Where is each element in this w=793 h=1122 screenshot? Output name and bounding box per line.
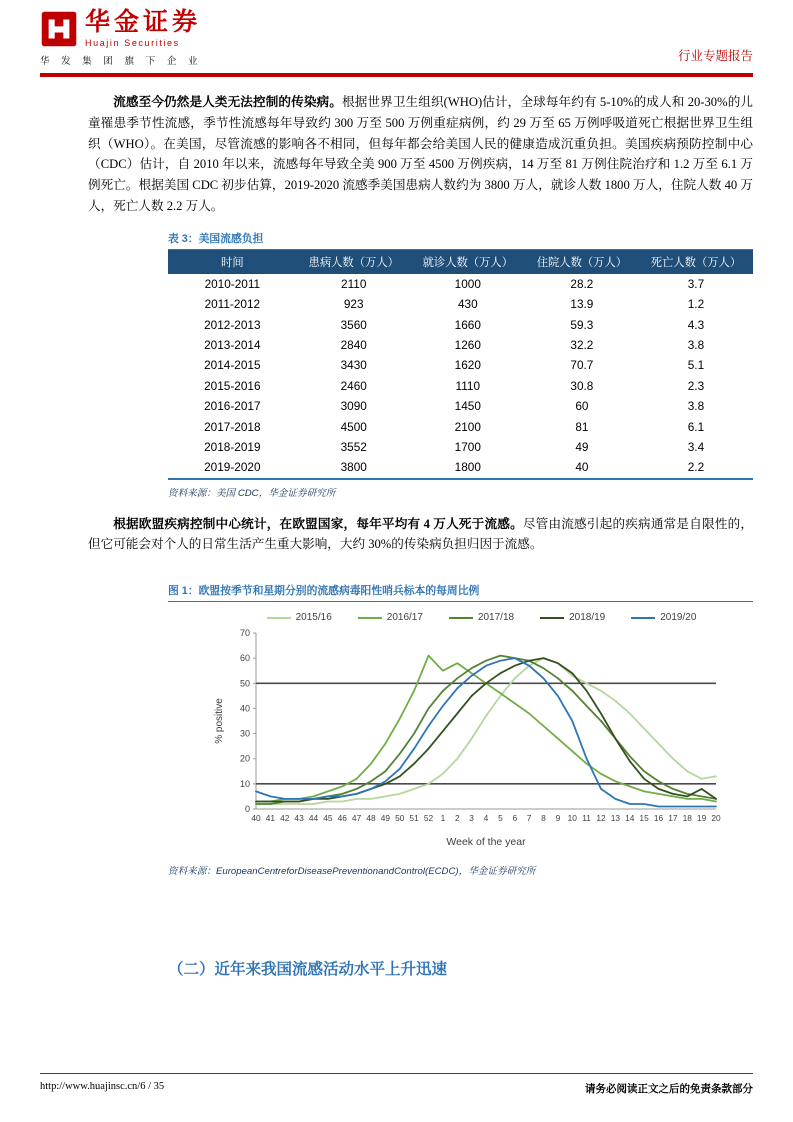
footer-url-link[interactable]: http://www.huajinsc.cn/	[40, 1081, 141, 1092]
table-cell: 1800	[454, 460, 481, 475]
table-cell: 923	[343, 297, 364, 312]
table-header-cell: 患病人数（万人）	[297, 250, 411, 274]
table-cell: 2019-2020	[204, 460, 261, 475]
table-row	[168, 376, 753, 396]
legend-label: 2016/17	[386, 612, 423, 624]
table-cell: 2.3	[687, 378, 705, 393]
svg-text:20: 20	[711, 813, 721, 824]
table-cell: 1.2	[687, 297, 705, 312]
legend-label: 2019/20	[660, 612, 697, 624]
table-cell: 430	[457, 297, 478, 312]
legend-line-swatch	[631, 617, 655, 619]
paragraph-us-flu	[88, 92, 753, 217]
brand-name: 华金证券	[85, 8, 202, 36]
table-cell: 1110	[455, 378, 481, 393]
svg-text:40: 40	[239, 703, 250, 714]
table-row	[168, 416, 753, 436]
svg-text:7: 7	[526, 813, 532, 824]
table-header-cell: 时间	[168, 250, 297, 274]
legend-label: 2018/19	[569, 612, 606, 624]
svg-text:4: 4	[483, 813, 489, 824]
table-cell: 1260	[454, 338, 481, 353]
table-cell: 59.3	[570, 317, 594, 332]
svg-text:0: 0	[244, 804, 250, 815]
x-axis-label: Week of the year	[446, 836, 526, 849]
svg-text:41: 41	[265, 813, 276, 824]
legend-item	[631, 612, 696, 623]
svg-text:19: 19	[696, 813, 707, 824]
table-row	[168, 355, 753, 375]
table-header-cell: 住院人数（万人）	[525, 250, 639, 274]
us-flu-table-block	[168, 231, 753, 499]
table-caption: 表 3：美国流感负担	[168, 231, 753, 250]
us-flu-burden-table	[168, 250, 753, 480]
table-cell: 3430	[340, 358, 367, 373]
figure-source: 资料来源：EuropeanCentreforDiseasePreventionandControl(ECDC)，华金证券研究所	[168, 866, 536, 878]
svg-text:47: 47	[351, 813, 362, 824]
svg-text:48: 48	[366, 813, 376, 824]
report-type-label: 行业专题报告	[677, 49, 753, 63]
footer-disclaimer: 请务必阅读正文之后的免责条款部分	[585, 1084, 753, 1095]
table-header-cell: 就诊人数（万人）	[411, 250, 525, 274]
paragraph-lead-bold: 流感至今仍然是人类无法控制的传染病。	[113, 95, 342, 109]
svg-text:15: 15	[639, 813, 649, 824]
svg-text:11: 11	[582, 813, 591, 824]
series-line-2016-17	[256, 656, 716, 802]
svg-text:44: 44	[308, 813, 319, 824]
huajin-logo-icon	[40, 10, 78, 48]
table-row	[168, 274, 753, 294]
table-cell: 2013-2014	[204, 338, 261, 353]
svg-text:46: 46	[337, 813, 347, 824]
svg-text:1: 1	[440, 813, 446, 824]
table-cell: 2.2	[687, 460, 705, 475]
table-cell: 2017-2018	[204, 419, 261, 434]
table-cell: 3800	[340, 460, 367, 475]
legend-line-swatch	[358, 617, 382, 619]
table-row	[168, 437, 753, 457]
svg-text:50: 50	[239, 678, 250, 689]
legend-line-swatch	[449, 617, 473, 619]
brand-name-en: Huajin Securities	[85, 38, 180, 48]
table-cell: 3552	[340, 439, 367, 454]
chart-legend	[210, 612, 753, 623]
table-cell: 70.7	[570, 358, 594, 373]
table-cell: 5.1	[687, 358, 705, 373]
svg-text:60: 60	[239, 653, 250, 664]
paragraph-eu-flu	[88, 514, 753, 556]
svg-text:43: 43	[294, 813, 304, 824]
table-cell: 3.8	[687, 399, 705, 414]
table-header-cell: 死亡人数（万人）	[639, 250, 753, 274]
paragraph-lead-bold: 根据欧盟疾病控制中心统计，在欧盟国家，每年平均有 4 万人死于流感。	[113, 516, 523, 531]
table-header-row	[168, 250, 753, 274]
paragraph-text: 尽管由流感引起的疾病通常是自限性的，但它可能会对个人的日常生活产生重大影响，大约 30%的传染病负担归因于流感。	[88, 516, 754, 552]
table-cell: 3.8	[687, 338, 705, 353]
svg-text:8: 8	[541, 813, 546, 824]
table-cell: 1450	[454, 399, 481, 414]
legend-item	[540, 612, 605, 623]
table-cell: 6.1	[687, 419, 705, 434]
table-cell: 2014-2015	[204, 358, 261, 373]
table-cell: 4.3	[687, 317, 705, 332]
flu-positive-chart	[210, 612, 753, 858]
table-cell: 2012-2013	[204, 317, 261, 332]
table-cell: 2016-2017	[204, 399, 261, 414]
table-cell: 2460	[340, 378, 367, 393]
svg-text:13: 13	[610, 813, 621, 824]
table-cell: 1000	[454, 276, 481, 291]
table-body	[168, 274, 753, 479]
table-cell: 81	[575, 419, 589, 434]
legend-item	[358, 612, 423, 623]
svg-text:50: 50	[395, 813, 405, 824]
table-row	[168, 294, 753, 314]
report-body	[0, 92, 793, 979]
table-cell: 2840	[340, 338, 367, 353]
svg-text:52: 52	[423, 813, 434, 824]
table-cell: 3560	[340, 317, 367, 332]
svg-text:51: 51	[409, 813, 419, 824]
legend-item	[267, 612, 332, 623]
table-cell: 1660	[454, 317, 481, 332]
svg-text:20: 20	[239, 753, 250, 764]
svg-text:70: 70	[239, 628, 250, 639]
table-cell: 2110	[341, 276, 367, 291]
legend-item	[449, 612, 514, 623]
table-cell: 3.4	[687, 439, 705, 454]
y-axis-label: % positive	[214, 698, 225, 744]
table-cell: 30.8	[570, 378, 594, 393]
svg-text:49: 49	[380, 813, 391, 824]
table-cell: 32.2	[570, 338, 594, 353]
table-cell: 13.9	[570, 297, 594, 312]
svg-text:42: 42	[280, 813, 290, 824]
table-row	[168, 396, 753, 416]
svg-text:14: 14	[625, 813, 635, 824]
table-cell: 60	[575, 399, 589, 414]
svg-text:30: 30	[239, 728, 250, 739]
table-cell: 3.7	[687, 276, 705, 291]
legend-line-swatch	[540, 617, 564, 619]
svg-text:3: 3	[469, 813, 474, 824]
header-divider	[40, 73, 753, 77]
table-cell: 2011-2012	[204, 297, 261, 312]
chart-svg	[210, 625, 730, 853]
svg-text:45: 45	[323, 813, 333, 824]
table-cell: 2010-2011	[204, 276, 261, 291]
svg-text:10: 10	[239, 778, 250, 789]
svg-text:2: 2	[454, 813, 460, 824]
figure-caption: 图 1：欧盟按季节和星期分别的流感病毒阳性哨兵标本的每周比例	[168, 583, 753, 602]
footer-page-number: 6 / 35	[140, 1081, 165, 1092]
table-cell: 28.2	[570, 276, 594, 291]
svg-text:9: 9	[555, 813, 561, 824]
legend-line-swatch	[267, 617, 291, 619]
brand-block	[40, 10, 202, 67]
table-row	[168, 335, 753, 355]
legend-label: 2017/18	[477, 612, 515, 624]
table-cell: 1620	[454, 358, 481, 373]
table-cell: 40	[575, 460, 589, 475]
legend-label: 2015/16	[295, 612, 332, 624]
table-cell: 49	[575, 439, 589, 454]
page-header	[0, 0, 793, 67]
series-line-2015-16	[256, 658, 716, 804]
table-row	[168, 457, 753, 478]
table-cell: 2100	[454, 419, 481, 434]
series-line-2018-19	[256, 658, 716, 801]
svg-text:18: 18	[682, 813, 692, 824]
table-cell: 2018-2019	[204, 439, 261, 454]
table-row	[168, 315, 753, 335]
figure-block	[168, 583, 753, 877]
svg-text:6: 6	[512, 813, 518, 824]
page-footer	[40, 1073, 753, 1096]
table-cell: 3090	[340, 399, 367, 414]
paragraph-text: 根据世界卫生组织(WHO)估计，全球每年约有 5-10%的成人和 20-30%的儿童罹患季节性流感，季节性流感每年导致约 300 万至 500 万例重症病例，约 29 万至 65 万例呼吸道死亡根据世界卫生组织（WHO）。在美国，尽管流感的影响各不相同，但每年都会给美国人民的健康造成沉重负担。美国疾病预防控制中心（CDC）估计，自 2010 年以来，流感每年导致全美 900 万至 4500 万例疾病，14 万至 81 万例住院治疗和 1.2 万至 6.1 万例死亡。根据美国 CDC 初步估算，2019-2020 流感季美国患病人数约为 3800 万人，就诊人数 1800 万人，住院人数 40 万人，死亡人数 2.2 万人。	[88, 95, 753, 213]
svg-text:17: 17	[668, 813, 678, 824]
table-cell: 4500	[340, 419, 367, 434]
footer-left	[40, 1081, 164, 1096]
table-source: 资料来源：美国 CDC，华金证券研究所	[168, 487, 336, 499]
svg-text:12: 12	[596, 813, 606, 824]
svg-text:40: 40	[251, 813, 261, 824]
svg-text:10: 10	[567, 813, 577, 824]
brand-subtitle: 华 发 集 团 旗 下 企 业	[40, 56, 202, 67]
table-cell: 2015-2016	[204, 378, 261, 393]
table-cell: 1700	[454, 439, 481, 454]
section-heading: （二）近年来我国流感活动水平上升迅速	[168, 961, 448, 979]
svg-text:5: 5	[498, 813, 503, 824]
chart-plot-area	[210, 625, 753, 858]
svg-text:16: 16	[653, 813, 664, 824]
